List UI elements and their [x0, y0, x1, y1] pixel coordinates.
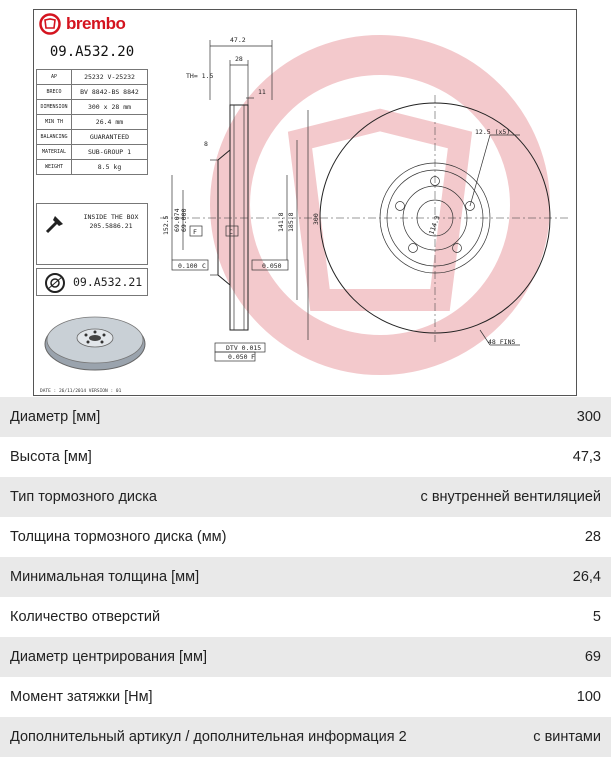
property-value: 300 — [576, 409, 601, 425]
spec-key: MATERIAL — [37, 145, 72, 160]
property-value: 69 — [584, 649, 601, 665]
spec-row — [37, 85, 148, 100]
disc-photo-icon — [42, 308, 148, 380]
property-label: Высота [мм] — [10, 449, 92, 465]
brand-logo — [38, 12, 145, 36]
dim-thickness: 28 — [235, 55, 243, 63]
property-label: Количество отверстий — [10, 609, 161, 625]
spec-key: AP — [37, 70, 72, 85]
datum-c: C — [229, 228, 233, 236]
tol-runout: 0.100 — [178, 262, 198, 270]
tol-parallel: 0.050 — [228, 353, 248, 361]
datum-f: F — [193, 228, 197, 236]
property-value: 47,3 — [572, 449, 601, 465]
disc-pair-icon — [43, 271, 67, 295]
part-number: 09.A532.20 — [49, 44, 135, 60]
spec-key: BALANCING — [37, 130, 72, 145]
spec-value: 300 x 28 mm — [72, 100, 148, 115]
tol-dtv: DTV 0.015 — [226, 344, 262, 352]
property-row — [0, 717, 611, 757]
property-label: Диаметр [мм] — [10, 409, 101, 425]
property-label: Минимальная толщина [мм] — [10, 569, 200, 585]
spec-row — [37, 100, 148, 115]
disc-section-drawing — [150, 10, 576, 386]
inside-box-title: INSIDE THE BOX — [83, 213, 139, 221]
spec-table — [36, 69, 148, 175]
spec-value: GUARANTEED — [72, 130, 148, 145]
brembo-logo-icon — [38, 13, 62, 35]
property-label: Тип тормозного диска — [10, 489, 157, 505]
tol-parallel-datum: F — [251, 353, 255, 361]
spec-row — [37, 115, 148, 130]
property-label: Толщина тормозного диска (мм) — [10, 529, 227, 545]
spec-value: 25232 V-25232 — [72, 70, 148, 85]
spec-row — [37, 130, 148, 145]
property-label: Диаметр центрирования [мм] — [10, 649, 208, 665]
property-label: Момент затяжки [Нм] — [10, 689, 153, 705]
spec-value: BV 8842-BS 8842 — [72, 85, 148, 100]
dim-141: 141.8 — [277, 212, 285, 232]
spec-row — [37, 160, 148, 175]
property-value: 100 — [576, 689, 601, 705]
dim-fins: 48 FINS — [488, 338, 516, 346]
dim-69000: 69.000 — [180, 208, 188, 232]
property-value: 26,4 — [572, 569, 601, 585]
dim-11: 11 — [258, 88, 266, 96]
spec-row — [37, 145, 148, 160]
inside-box-code: 205.5886.21 — [89, 222, 133, 230]
property-row — [0, 397, 611, 437]
property-value: с винтами — [533, 729, 601, 745]
property-value: 5 — [592, 609, 601, 625]
property-row — [0, 637, 611, 677]
dim-8: 8 — [204, 140, 208, 148]
tol-flat: 0.050 — [262, 262, 282, 270]
dim-holes: 12.5 (x5) — [475, 128, 511, 136]
property-row — [0, 437, 611, 477]
property-value: с внутренней вентиляцией — [420, 489, 601, 505]
property-row — [0, 477, 611, 517]
spec-key: BRECO — [37, 85, 72, 100]
property-value: 28 — [584, 529, 601, 545]
dim-pcd: 114.3 — [427, 214, 442, 236]
bolt-icon — [43, 212, 67, 236]
spec-key: WEIGHT — [37, 160, 72, 175]
dim-th: TH= 1.5 — [186, 72, 214, 80]
date-version: DATE : 26/11/2014 VERSION : 01 — [40, 389, 122, 394]
spec-value: 8.5 kg — [72, 160, 148, 175]
kit-number: 09.A532.21 — [73, 275, 143, 289]
property-row — [0, 517, 611, 557]
property-label: Дополнительный артикул / дополнительная информация 2 — [10, 729, 407, 745]
spec-key: MIN TH — [37, 115, 72, 130]
brand-name: brembo — [66, 14, 126, 33]
spec-key: DIMENSION — [37, 100, 72, 115]
kit-panel — [36, 268, 148, 296]
tol-runout-datum: C — [202, 262, 206, 270]
spec-value: SUB-GROUP 1 — [72, 145, 148, 160]
spec-row — [37, 70, 148, 85]
dim-185: 185.8 — [287, 212, 295, 232]
property-row — [0, 557, 611, 597]
dim-152: 152.5 — [162, 215, 170, 235]
inside-box-panel — [36, 203, 148, 265]
property-row — [0, 677, 611, 717]
dim-height: 47.2 — [230, 36, 246, 44]
property-row — [0, 597, 611, 637]
spec-value: 26.4 mm — [72, 115, 148, 130]
dim-69074: 69.074 — [173, 208, 181, 232]
properties-list — [0, 397, 611, 757]
dim-300: 300 — [312, 213, 320, 225]
